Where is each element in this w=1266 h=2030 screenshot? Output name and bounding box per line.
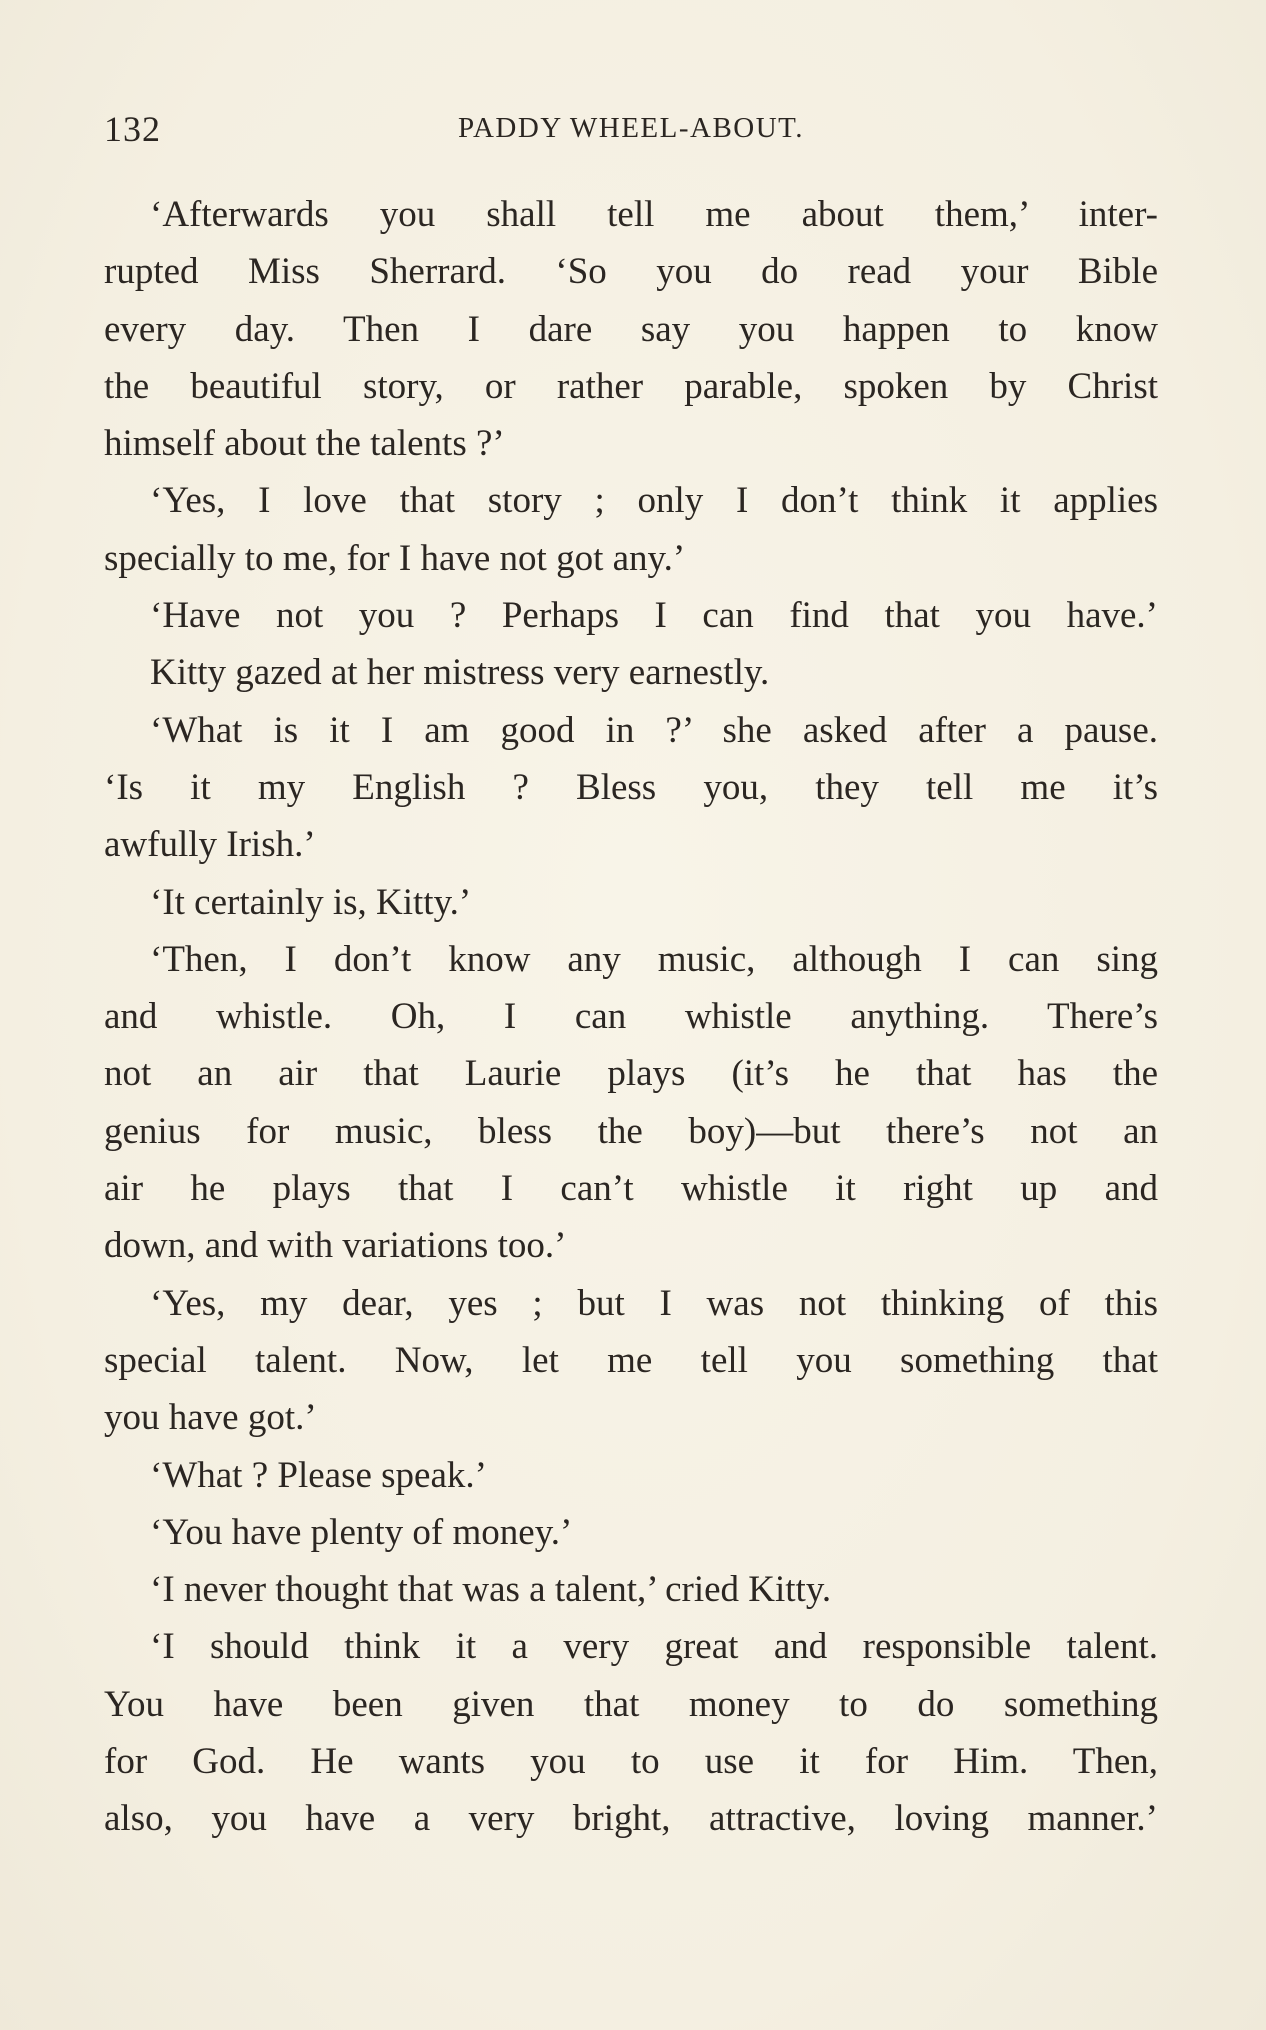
text-line: You have been given that money to do something	[104, 1683, 1158, 1725]
text-line: every day. Then I dare say you happen to know	[104, 308, 1158, 350]
text-line: Kitty gazed at her mistress very earnestly.	[150, 652, 770, 694]
text-line: for God. He wants you to use it for Him. Then,	[104, 1741, 1158, 1783]
text-line: the beautiful story, or rather parable, spoken by Christ	[104, 365, 1158, 407]
text-line: and whistle. Oh, I can whistle anything. There’s	[104, 996, 1158, 1038]
text-line: ‘Then, I don’t know any music, although I can sing	[150, 938, 1158, 980]
running-title: PADDY WHEEL-ABOUT.	[458, 112, 804, 144]
text-line: rupted Miss Sherrard. ‘So you do read your Bible	[104, 251, 1158, 293]
text-line: you have got.’	[104, 1397, 317, 1439]
text-line: specially to me, for I have not got any.’	[104, 537, 686, 579]
body-text	[104, 186, 1158, 1848]
text-line: ‘What ? Please speak.’	[150, 1454, 487, 1496]
text-line: down, and with variations too.’	[104, 1225, 567, 1267]
text-line: ‘I should think it a very great and responsible talent.	[150, 1626, 1158, 1668]
text-line: not an air that Laurie plays (it’s he that has the	[104, 1053, 1158, 1095]
text-line: ‘Is it my English ? Bless you, they tell me it’s	[104, 766, 1158, 808]
page-number: 132	[104, 109, 161, 149]
text-line: ‘Afterwards you shall tell me about them,’ inter-	[150, 194, 1158, 235]
text-line: ‘Have not you ? Perhaps I can find that you have.’	[150, 595, 1158, 637]
text-line: ‘Yes, I love that story ; only I don’t think it applies	[150, 480, 1158, 522]
text-line: ‘Yes, my dear, yes ; but I was not thinking of this	[150, 1282, 1158, 1324]
running-head	[104, 108, 1158, 158]
text-line: special talent. Now, let me tell you something that	[104, 1339, 1158, 1381]
text-line: air he plays that I can’t whistle it right up and	[104, 1168, 1158, 1210]
text-line: awfully Irish.’	[104, 824, 316, 866]
text-line: genius for music, bless the boy)—but there’s not an	[104, 1110, 1158, 1152]
text-line: ‘What is it I am good in ?’ she asked after a pause.	[150, 709, 1158, 751]
text-line: ‘You have plenty of money.’	[150, 1511, 573, 1553]
text-line: ‘It certainly is, Kitty.’	[150, 881, 472, 923]
text-line: himself about the talents ?’	[104, 423, 505, 465]
text-line: also, you have a very bright, attractive, loving manner.’	[104, 1798, 1158, 1840]
text-line: ‘I never thought that was a talent,’ cried Kitty.	[150, 1569, 832, 1611]
